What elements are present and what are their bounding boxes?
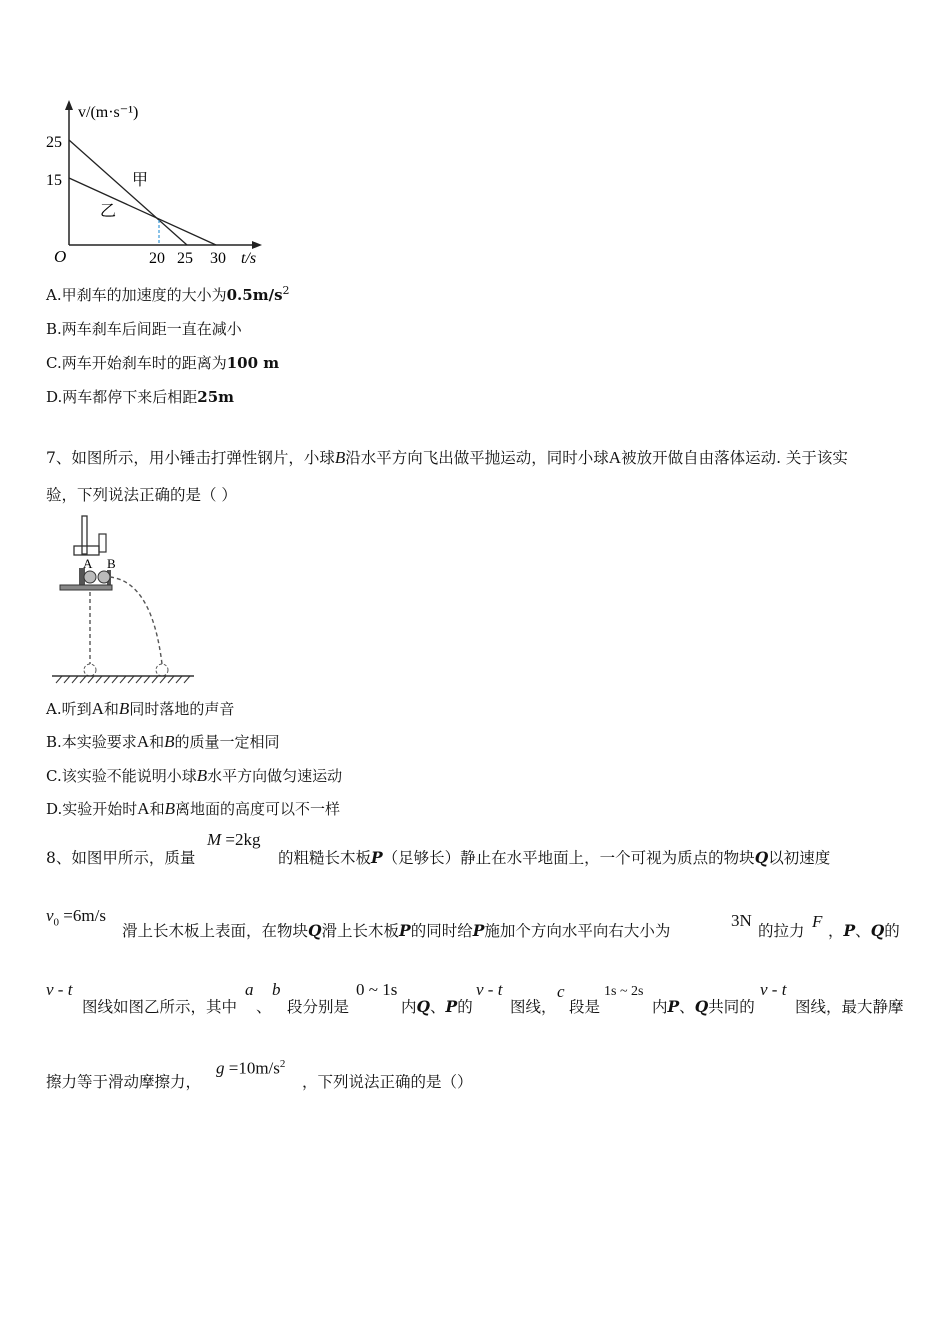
- q8-line2-b: 的拉力: [758, 922, 805, 940]
- option-letter: B.: [46, 733, 62, 751]
- q8-line3-a: 图线如图乙所示，其中: [82, 998, 238, 1016]
- q7-option-c: [46, 765, 342, 786]
- var-q: Q: [416, 997, 431, 1016]
- label-a: A: [83, 556, 93, 571]
- q7-option-d: [46, 798, 340, 819]
- subscript: 0: [53, 916, 60, 929]
- q8-line3-f: [652, 995, 755, 1017]
- gravity-equation: [216, 1058, 285, 1079]
- option-value: 0.5m/s: [226, 286, 283, 304]
- velocity-value: =6m/s: [63, 906, 106, 925]
- q8-line2-c: [828, 919, 900, 941]
- text: 、: [855, 922, 871, 940]
- var-c-segment: c: [557, 982, 565, 1001]
- q8-line3-g: 图线，最大静摩: [795, 998, 904, 1016]
- option-letter: B.: [46, 320, 62, 338]
- x-tick-30: 30: [210, 250, 226, 267]
- q7-stem-line1: [46, 446, 848, 468]
- option-letter: A.: [46, 700, 62, 718]
- text: 的: [457, 998, 473, 1016]
- text: 的: [884, 922, 900, 940]
- var-a: A: [137, 799, 150, 818]
- text: 该实验不能说明小球: [61, 767, 197, 785]
- vt-symbol: v - t: [46, 980, 73, 999]
- line-jia: [69, 140, 187, 245]
- question-number: 8、: [46, 849, 72, 867]
- text: 同时落地的声音: [129, 700, 235, 718]
- question-number: 7、: [46, 449, 72, 467]
- var-q: Q: [754, 848, 769, 867]
- var-b: B: [334, 448, 346, 467]
- option-letter: D.: [46, 388, 63, 406]
- option-value: 100 m: [226, 354, 280, 372]
- label-b: B: [107, 556, 116, 571]
- q6-option-c: [46, 352, 279, 373]
- q8-velocity-equation: [46, 906, 106, 928]
- var-q: Q: [870, 921, 885, 940]
- var-p: P: [371, 848, 383, 867]
- vt-symbol: v - t: [760, 980, 787, 999]
- text: 水平方向做匀速运动: [207, 767, 343, 785]
- v-axis-arrow: [65, 100, 73, 110]
- text: 共同的: [708, 998, 755, 1016]
- var-f: F: [812, 912, 823, 931]
- option-text: 两车都停下来后相距: [62, 388, 198, 406]
- q6-option-a: [46, 284, 290, 305]
- line-jia-label: 甲: [132, 172, 149, 189]
- option-unit-exponent: 2: [282, 284, 290, 297]
- t-axis-label: t/s: [241, 250, 257, 267]
- var-q: Q: [308, 921, 322, 940]
- var-b-segment: b: [272, 980, 281, 999]
- var-b: B: [196, 766, 208, 785]
- y-tick-25: 25: [46, 134, 62, 151]
- var-b: B: [164, 799, 175, 818]
- v-axis-label: v/(m·s⁻¹): [78, 104, 139, 121]
- q8-line3-b: 段分别是: [287, 998, 350, 1016]
- gravity-value: =10m/s: [228, 1058, 280, 1078]
- option-letter: D.: [46, 800, 63, 818]
- ball-b: [98, 571, 110, 583]
- text: 被放开做自由落体运动. 关于该实: [621, 449, 848, 467]
- text: ，: [828, 922, 844, 940]
- vt-symbol: v - t: [476, 980, 503, 999]
- option-text: 两车开始刹车时的距离为: [61, 354, 227, 372]
- text: 内: [401, 998, 417, 1016]
- text: 实验开始时: [62, 800, 138, 818]
- text: 的质量一定相同: [174, 733, 280, 751]
- option-letter: C.: [46, 767, 62, 785]
- origin-label: O: [54, 247, 67, 266]
- var-v: v: [46, 906, 54, 925]
- x-tick-25: 25: [177, 250, 193, 267]
- text: 和: [149, 733, 165, 751]
- q6-option-b: [46, 318, 242, 339]
- q8-force-value: 3N: [731, 911, 752, 930]
- y-tick-15: 15: [46, 172, 62, 189]
- q8-line3-e: 段是: [569, 998, 601, 1016]
- ground-hatching: [56, 676, 190, 683]
- q8-line3-d: 图线，: [510, 998, 557, 1016]
- q8-line3-c: [401, 995, 473, 1017]
- option-letter: C.: [46, 354, 62, 372]
- projectile-path: [110, 577, 162, 664]
- var-p: P: [445, 997, 458, 1016]
- line-yi-label: 乙: [100, 203, 117, 220]
- q8-line2-a: [122, 919, 670, 941]
- ball-b-landed: [156, 664, 168, 676]
- option-value: 25m: [197, 388, 235, 406]
- q7-option-b: [46, 731, 280, 752]
- var-b: B: [164, 732, 175, 751]
- var-p: P: [399, 921, 411, 940]
- platform: [60, 585, 112, 590]
- q8-line1-start: [46, 846, 195, 868]
- var-a-segment: a: [245, 980, 254, 999]
- var-p: P: [843, 921, 856, 940]
- text: 滑上长木板: [321, 922, 400, 940]
- var-p: P: [472, 921, 485, 940]
- text: 内: [652, 998, 668, 1016]
- text: 和: [149, 800, 165, 818]
- text: 、: [679, 998, 695, 1016]
- q7-option-a: [46, 698, 234, 719]
- text: 的同时给: [410, 922, 473, 940]
- var-a: A: [136, 732, 150, 751]
- text: 滑上长木板上表面，在物块: [122, 922, 309, 940]
- q8-line4-b: ，下列说法正确的是（）: [302, 1073, 473, 1091]
- text: 和: [103, 700, 119, 718]
- option-text: 两车刹车后间距一直在减小: [61, 320, 242, 338]
- text: 如图所示，用小锤击打弹性钢片，小球: [71, 449, 335, 467]
- text: 沿水平方向飞出做平抛运动，同时小球: [345, 449, 609, 467]
- var-b: B: [118, 699, 130, 718]
- stand-pole: [82, 516, 87, 554]
- option-letter: A.: [46, 286, 62, 304]
- text: 、: [430, 998, 446, 1016]
- var-p: P: [667, 997, 680, 1016]
- projectile-apparatus-figure: [48, 512, 198, 690]
- q8-line4-a: 擦力等于滑动摩擦力，: [46, 1073, 202, 1091]
- mass-value: =2kg: [225, 830, 261, 849]
- option-text: 甲刹车的加速度的大小为: [61, 286, 227, 304]
- velocity-time-graph: [40, 95, 280, 275]
- elastic-plate: [99, 534, 106, 552]
- q8-line3-sep: 、: [256, 998, 272, 1016]
- text: 的粗糙长木板: [278, 849, 372, 867]
- ball-a: [84, 571, 96, 583]
- text: （足够长）静止在水平地面上，一个可视为质点的物块: [382, 849, 755, 867]
- text: 离地面的高度可以不一样: [174, 800, 340, 818]
- q8-line1-end: [278, 846, 830, 868]
- var-a: A: [91, 699, 104, 718]
- var-q: Q: [694, 997, 709, 1016]
- x-tick-20: 20: [149, 250, 165, 267]
- text: 听到: [61, 700, 92, 718]
- time-range-2: 1s ~ 2s: [604, 984, 644, 999]
- unit-exponent: 2: [279, 1058, 286, 1070]
- text: 以初速度: [768, 849, 831, 867]
- q8-mass-equation: [207, 830, 261, 850]
- t-axis-arrow: [252, 241, 262, 249]
- ball-a-landed: [84, 664, 96, 676]
- q6-option-d: [46, 386, 234, 407]
- text: 施加个方向水平向右大小为: [484, 922, 671, 940]
- var-m: M: [207, 830, 222, 849]
- q7-stem-line2: 验，下列说法正确的是（ ）: [46, 486, 237, 504]
- text: 如图甲所示，质量: [71, 849, 196, 867]
- var-g: g: [216, 1058, 225, 1078]
- text: 本实验要求: [61, 733, 137, 751]
- time-range-1: 0 ~ 1s: [356, 980, 398, 999]
- var-a: A: [608, 448, 622, 467]
